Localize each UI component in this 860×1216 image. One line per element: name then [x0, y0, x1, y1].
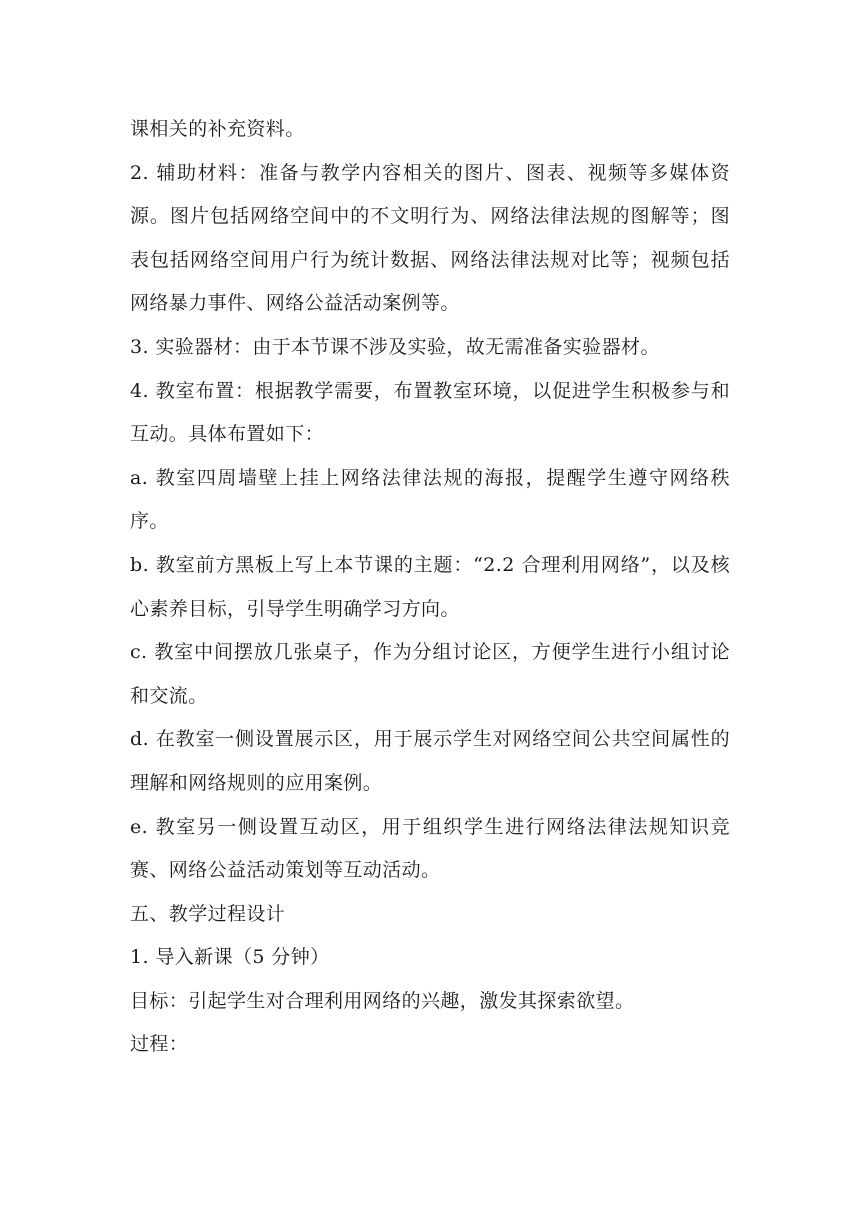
paragraph: 2. 辅助材料：准备与教学内容相关的图片、图表、视频等多媒体资源。图片包括网络空间中的不文明行为、网络法律法规的图解等；图表包括网络空间用户行为统计数据、网络法律法规对比等；视频包括网络暴力事件、网络公益活动案例等。 [130, 161, 730, 315]
document-body [130, 108, 730, 1067]
paragraph: e. 教室另一侧设置互动区，用于组织学生进行网络法律法规知识竞赛、网络公益活动策划等互动活动。 [130, 815, 730, 882]
paragraph: a. 教室四周墙壁上挂上网络法律法规的海报，提醒学生遵守网络秩序。 [130, 466, 730, 533]
paragraph: 3. 实验器材：由于本节课不涉及实验，故无需准备实验器材。 [130, 335, 660, 358]
paragraph: 4. 教室布置：根据教学需要，布置教室环境，以促进学生积极参与和互动。具体布置如下： [130, 379, 730, 446]
section-heading: 五、教学过程设计 [130, 902, 286, 925]
paragraph: 目标：引起学生对合理利用网络的兴趣，激发其探索欲望。 [130, 989, 635, 1012]
paragraph: d. 在教室一侧设置展示区，用于展示学生对网络空间公共空间属性的理解和网络规则的应用案例。 [130, 728, 730, 794]
paragraph: 课相关的补充资料。 [130, 118, 305, 140]
paragraph: b. 教室前方黑板上写上本节课的主题：“2.2 合理利用网络”，以及核心素养目标，引导学生明确学习方向。 [130, 553, 730, 620]
subsection-heading: 1. 导入新课（5 分钟） [130, 946, 330, 969]
paragraph: c. 教室中间摆放几张桌子，作为分组讨论区，方便学生进行小组讨论和交流。 [130, 641, 730, 707]
paragraph: 过程： [130, 1033, 189, 1056]
